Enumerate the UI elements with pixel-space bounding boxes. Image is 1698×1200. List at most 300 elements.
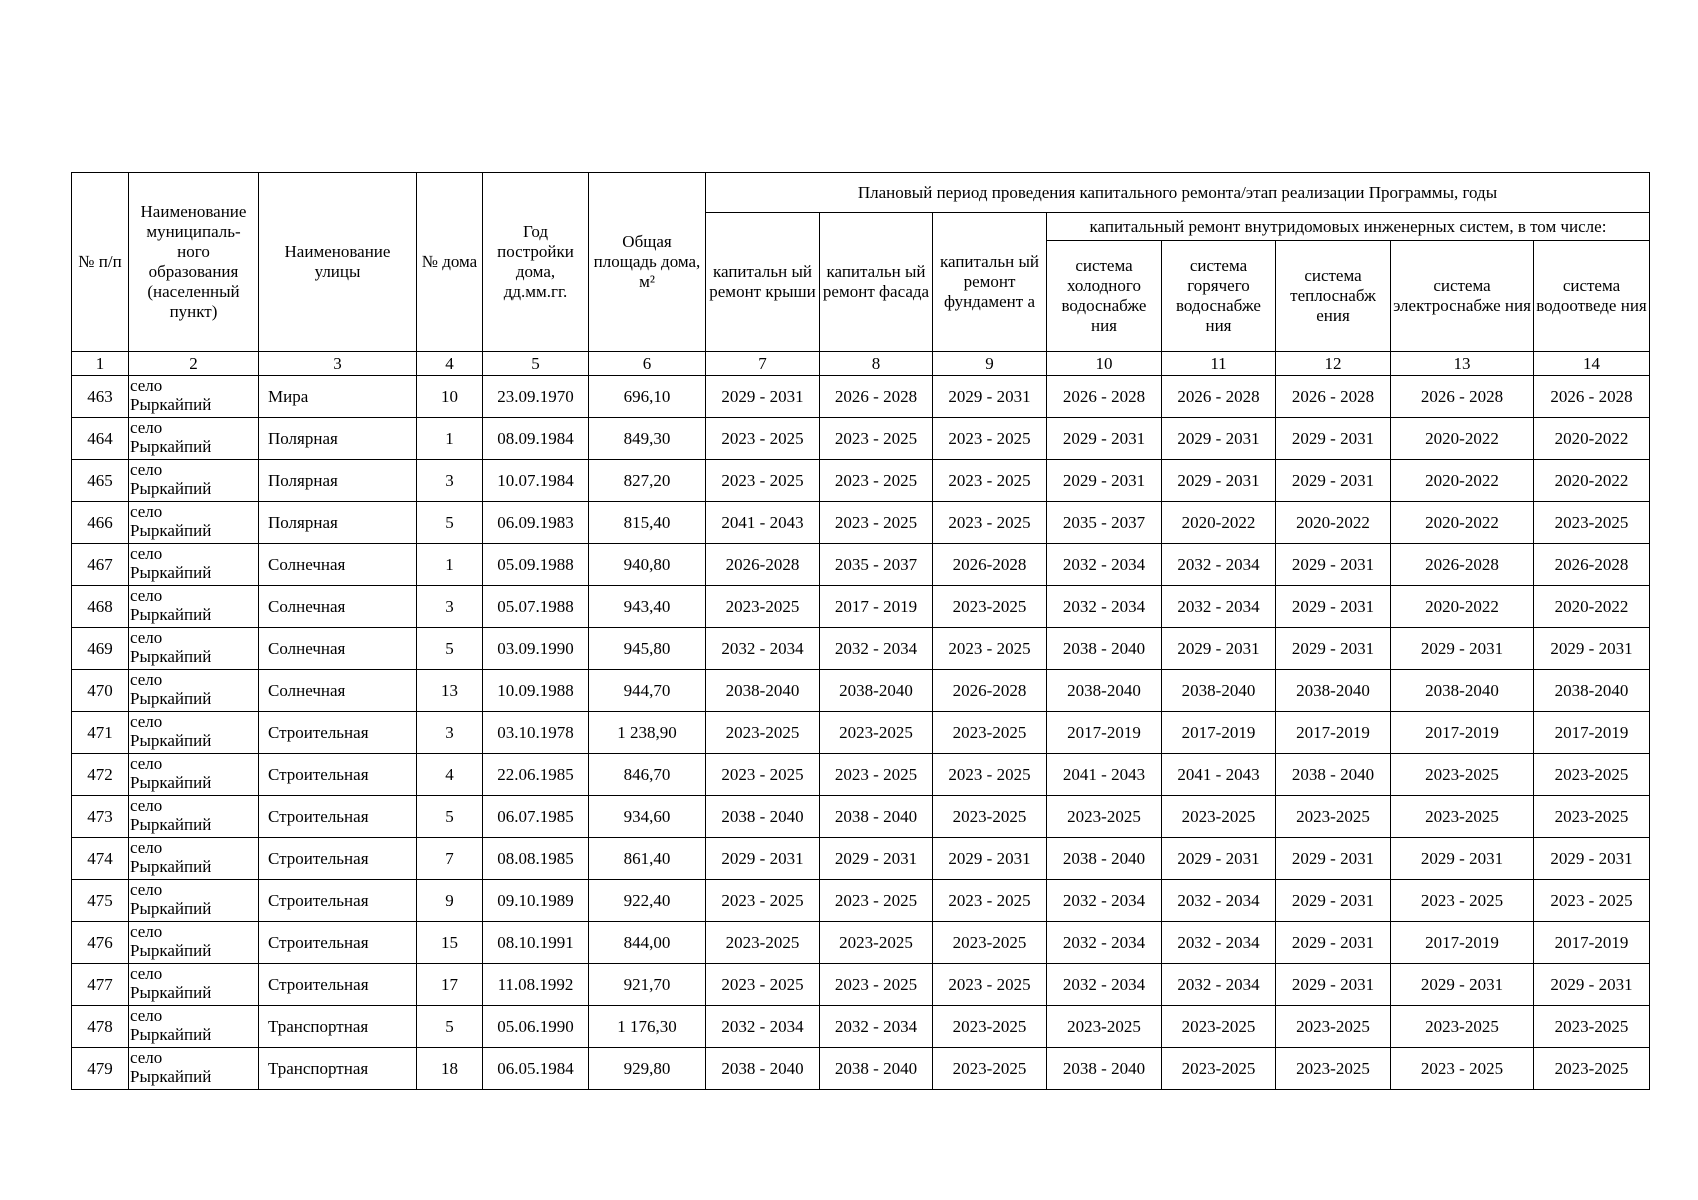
cell-settlement [129,838,259,880]
cell-house-number: 9 [417,880,483,922]
settlement-type: село [130,502,163,521]
cell-electric: 2020-2022 [1391,502,1534,544]
header-planned-period: Плановый период проведения капитального ремонта/этап реализации Программы, годы [706,173,1650,213]
table-row [72,922,1650,964]
header-heating: система теплоснабж ения [1276,241,1391,352]
cell-electric: 2020-2022 [1391,586,1534,628]
cell-hot-water: 2023-2025 [1162,796,1276,838]
cell-heating: 2023-2025 [1276,1048,1391,1090]
cell-foundation-repair: 2023 - 2025 [933,418,1047,460]
cell-drainage: 2026 - 2028 [1534,376,1650,418]
cell-facade-repair: 2038 - 2040 [820,796,933,838]
cell-total-area: 815,40 [589,502,706,544]
cell-drainage: 2017-2019 [1534,712,1650,754]
cell-street: Строительная [259,796,417,838]
cell-cold-water: 2038 - 2040 [1047,1048,1162,1090]
table-row [72,376,1650,418]
cell-drainage: 2029 - 2031 [1534,838,1650,880]
settlement-name: Рыркайпий [130,605,212,624]
settlement-name: Рыркайпий [130,1025,212,1044]
settlement-type: село [130,922,163,941]
cell-foundation-repair: 2029 - 2031 [933,376,1047,418]
cell-electric: 2023-2025 [1391,1006,1534,1048]
cell-build-year: 03.09.1990 [483,628,589,670]
cell-roof-repair: 2026-2028 [706,544,820,586]
cell-facade-repair: 2032 - 2034 [820,628,933,670]
settlement-name: Рыркайпий [130,521,212,540]
cell-number: 467 [72,544,129,586]
settlement-type: село [130,1048,163,1067]
cell-electric: 2023-2025 [1391,754,1534,796]
cell-total-area: 922,40 [589,880,706,922]
cell-house-number: 1 [417,544,483,586]
column-number: 14 [1534,352,1650,376]
table-row [72,544,1650,586]
cell-house-number: 10 [417,376,483,418]
settlement-type: село [130,670,163,689]
cell-build-year: 05.06.1990 [483,1006,589,1048]
cell-drainage: 2023 - 2025 [1534,880,1650,922]
cell-drainage: 2023-2025 [1534,754,1650,796]
header-engineering-systems: капитальный ремонт внутридомовых инженерных систем, в том числе: [1047,213,1650,241]
cell-number: 466 [72,502,129,544]
cell-number: 465 [72,460,129,502]
cell-street: Строительная [259,922,417,964]
cell-build-year: 08.09.1984 [483,418,589,460]
cell-heating: 2029 - 2031 [1276,460,1391,502]
cell-drainage: 2017-2019 [1534,922,1650,964]
table-row [72,670,1650,712]
cell-electric: 2038-2040 [1391,670,1534,712]
cell-roof-repair: 2038 - 2040 [706,1048,820,1090]
cell-foundation-repair: 2023-2025 [933,796,1047,838]
settlement-type: село [130,376,163,395]
cell-heating: 2029 - 2031 [1276,544,1391,586]
cell-cold-water: 2038 - 2040 [1047,838,1162,880]
header-hot-water: система горячего водоснабже ния [1162,241,1276,352]
cell-build-year: 11.08.1992 [483,964,589,1006]
column-number: 7 [706,352,820,376]
table-row [72,460,1650,502]
cell-hot-water: 2029 - 2031 [1162,418,1276,460]
cell-house-number: 3 [417,586,483,628]
cell-cold-water: 2023-2025 [1047,796,1162,838]
table-row [72,838,1650,880]
cell-build-year: 06.05.1984 [483,1048,589,1090]
cell-foundation-repair: 2026-2028 [933,544,1047,586]
cell-roof-repair: 2023 - 2025 [706,964,820,1006]
cell-heating: 2020-2022 [1276,502,1391,544]
cell-settlement [129,544,259,586]
cell-street: Строительная [259,880,417,922]
cell-cold-water: 2032 - 2034 [1047,586,1162,628]
settlement-name: Рыркайпий [130,689,212,708]
cell-settlement [129,376,259,418]
cell-foundation-repair: 2023-2025 [933,586,1047,628]
cell-roof-repair: 2032 - 2034 [706,1006,820,1048]
cell-drainage: 2020-2022 [1534,586,1650,628]
cell-build-year: 10.07.1984 [483,460,589,502]
cell-heating: 2029 - 2031 [1276,586,1391,628]
cell-foundation-repair: 2023 - 2025 [933,460,1047,502]
cell-heating: 2023-2025 [1276,1006,1391,1048]
cell-cold-water: 2032 - 2034 [1047,964,1162,1006]
cell-foundation-repair: 2023 - 2025 [933,964,1047,1006]
cell-total-area: 944,70 [589,670,706,712]
cell-number: 470 [72,670,129,712]
cell-electric: 2026-2028 [1391,544,1534,586]
cell-hot-water: 2023-2025 [1162,1006,1276,1048]
cell-total-area: 849,30 [589,418,706,460]
settlement-name: Рыркайпий [130,773,212,792]
cell-house-number: 5 [417,1006,483,1048]
cell-heating: 2023-2025 [1276,796,1391,838]
cell-foundation-repair: 2023-2025 [933,922,1047,964]
table-row [72,586,1650,628]
cell-house-number: 1 [417,418,483,460]
column-number-row [72,352,1650,376]
cell-street: Строительная [259,964,417,1006]
cell-facade-repair: 2023 - 2025 [820,502,933,544]
table-row [72,796,1650,838]
cell-facade-repair: 2038 - 2040 [820,1048,933,1090]
cell-number: 469 [72,628,129,670]
cell-house-number: 18 [417,1048,483,1090]
cell-heating: 2029 - 2031 [1276,628,1391,670]
cell-foundation-repair: 2023 - 2025 [933,880,1047,922]
cell-number: 464 [72,418,129,460]
cell-settlement [129,964,259,1006]
cell-house-number: 13 [417,670,483,712]
settlement-name: Рыркайпий [130,857,212,876]
cell-hot-water: 2038-2040 [1162,670,1276,712]
cell-street: Полярная [259,460,417,502]
column-number: 2 [129,352,259,376]
cell-hot-water: 2023-2025 [1162,1048,1276,1090]
cell-cold-water: 2029 - 2031 [1047,460,1162,502]
cell-number: 463 [72,376,129,418]
cell-total-area: 940,80 [589,544,706,586]
header-build-year: Год постройки дома, дд.мм.гг. [483,173,589,352]
header-drainage: система водоотведе ния [1534,241,1650,352]
cell-total-area: 861,40 [589,838,706,880]
cell-number: 477 [72,964,129,1006]
cell-total-area: 921,70 [589,964,706,1006]
cell-electric: 2017-2019 [1391,922,1534,964]
cell-drainage: 2020-2022 [1534,460,1650,502]
cell-roof-repair: 2023 - 2025 [706,460,820,502]
settlement-name: Рыркайпий [130,941,212,960]
cell-settlement [129,418,259,460]
cell-settlement [129,712,259,754]
cell-total-area: 696,10 [589,376,706,418]
cell-roof-repair: 2041 - 2043 [706,502,820,544]
cell-electric: 2029 - 2031 [1391,838,1534,880]
cell-build-year: 05.07.1988 [483,586,589,628]
cell-drainage: 2023-2025 [1534,796,1650,838]
cell-hot-water: 2032 - 2034 [1162,586,1276,628]
table-row [72,1048,1650,1090]
cell-settlement [129,754,259,796]
cell-electric: 2023-2025 [1391,796,1534,838]
cell-roof-repair: 2029 - 2031 [706,376,820,418]
table-row [72,880,1650,922]
cell-settlement [129,670,259,712]
cell-cold-water: 2026 - 2028 [1047,376,1162,418]
cell-house-number: 3 [417,712,483,754]
cell-settlement [129,460,259,502]
table-row [72,1006,1650,1048]
cell-roof-repair: 2023-2025 [706,586,820,628]
cell-settlement [129,922,259,964]
column-number: 13 [1391,352,1534,376]
cell-electric: 2020-2022 [1391,418,1534,460]
cell-number: 479 [72,1048,129,1090]
cell-street: Солнечная [259,670,417,712]
header-roof: капитальн ый ремонт крыши [706,213,820,352]
cell-total-area: 827,20 [589,460,706,502]
cell-total-area: 844,00 [589,922,706,964]
cell-hot-water: 2032 - 2034 [1162,880,1276,922]
cell-roof-repair: 2023 - 2025 [706,418,820,460]
cell-hot-water: 2026 - 2028 [1162,376,1276,418]
cell-drainage: 2029 - 2031 [1534,964,1650,1006]
cell-hot-water: 2017-2019 [1162,712,1276,754]
cell-heating: 2029 - 2031 [1276,838,1391,880]
header-cold-water: система холодного водоснабже ния [1047,241,1162,352]
cell-electric: 2029 - 2031 [1391,964,1534,1006]
cell-cold-water: 2032 - 2034 [1047,922,1162,964]
cell-heating: 2029 - 2031 [1276,922,1391,964]
settlement-type: село [130,418,163,437]
cell-roof-repair: 2023 - 2025 [706,754,820,796]
cell-facade-repair: 2023 - 2025 [820,754,933,796]
cell-settlement [129,1048,259,1090]
header-house-number: № дома [417,173,483,352]
cell-hot-water: 2041 - 2043 [1162,754,1276,796]
table-row [72,712,1650,754]
cell-house-number: 7 [417,838,483,880]
cell-hot-water: 2032 - 2034 [1162,544,1276,586]
cell-cold-water: 2038 - 2040 [1047,628,1162,670]
cell-cold-water: 2029 - 2031 [1047,418,1162,460]
cell-foundation-repair: 2023-2025 [933,1006,1047,1048]
cell-build-year: 05.09.1988 [483,544,589,586]
cell-number: 476 [72,922,129,964]
cell-street: Полярная [259,418,417,460]
cell-house-number: 15 [417,922,483,964]
header-number: № п/п [72,173,129,352]
cell-build-year: 06.07.1985 [483,796,589,838]
cell-cold-water: 2023-2025 [1047,1006,1162,1048]
cell-heating: 2029 - 2031 [1276,964,1391,1006]
cell-foundation-repair: 2023 - 2025 [933,628,1047,670]
settlement-name: Рыркайпий [130,731,212,750]
cell-street: Строительная [259,838,417,880]
cell-number: 471 [72,712,129,754]
cell-drainage: 2029 - 2031 [1534,628,1650,670]
cell-total-area: 846,70 [589,754,706,796]
settlement-name: Рыркайпий [130,1067,212,1086]
cell-house-number: 17 [417,964,483,1006]
header-municipality: Наименование муниципаль-ного образования (населенный пункт) [129,173,259,352]
settlement-name: Рыркайпий [130,983,212,1002]
settlement-name: Рыркайпий [130,899,212,918]
cell-hot-water: 2020-2022 [1162,502,1276,544]
cell-street: Мира [259,376,417,418]
cell-facade-repair: 2017 - 2019 [820,586,933,628]
cell-hot-water: 2032 - 2034 [1162,964,1276,1006]
table-row [72,502,1650,544]
settlement-name: Рыркайпий [130,563,212,582]
cell-electric: 2017-2019 [1391,712,1534,754]
settlement-name: Рыркайпий [130,479,212,498]
settlement-name: Рыркайпий [130,437,212,456]
header-facade: капитальн ый ремонт фасада [820,213,933,352]
cell-house-number: 5 [417,796,483,838]
cell-number: 475 [72,880,129,922]
cell-foundation-repair: 2026-2028 [933,670,1047,712]
cell-hot-water: 2029 - 2031 [1162,838,1276,880]
cell-roof-repair: 2023 - 2025 [706,880,820,922]
cell-cold-water: 2038-2040 [1047,670,1162,712]
cell-settlement [129,880,259,922]
cell-house-number: 5 [417,628,483,670]
capital-repair-table [71,172,1650,1090]
cell-roof-repair: 2032 - 2034 [706,628,820,670]
cell-street: Строительная [259,712,417,754]
cell-total-area: 934,60 [589,796,706,838]
table-row [72,754,1650,796]
column-number: 5 [483,352,589,376]
cell-total-area: 943,40 [589,586,706,628]
table-row [72,964,1650,1006]
column-number: 12 [1276,352,1391,376]
cell-heating: 2038-2040 [1276,670,1391,712]
cell-heating: 2038 - 2040 [1276,754,1391,796]
cell-facade-repair: 2035 - 2037 [820,544,933,586]
cell-drainage: 2023-2025 [1534,502,1650,544]
cell-roof-repair: 2038-2040 [706,670,820,712]
settlement-type: село [130,544,163,563]
cell-drainage: 2023-2025 [1534,1006,1650,1048]
cell-number: 468 [72,586,129,628]
cell-foundation-repair: 2023-2025 [933,712,1047,754]
cell-build-year: 23.09.1970 [483,376,589,418]
cell-build-year: 10.09.1988 [483,670,589,712]
cell-facade-repair: 2023 - 2025 [820,964,933,1006]
cell-facade-repair: 2023 - 2025 [820,880,933,922]
cell-total-area: 1 238,90 [589,712,706,754]
cell-roof-repair: 2023-2025 [706,922,820,964]
cell-number: 474 [72,838,129,880]
cell-settlement [129,1006,259,1048]
settlement-name: Рыркайпий [130,815,212,834]
cell-build-year: 22.06.1985 [483,754,589,796]
cell-settlement [129,586,259,628]
cell-street: Полярная [259,502,417,544]
cell-house-number: 5 [417,502,483,544]
cell-facade-repair: 2029 - 2031 [820,838,933,880]
table-row [72,418,1650,460]
cell-drainage: 2020-2022 [1534,418,1650,460]
cell-facade-repair: 2023 - 2025 [820,460,933,502]
cell-number: 472 [72,754,129,796]
cell-street: Транспортная [259,1048,417,1090]
cell-street: Солнечная [259,544,417,586]
cell-roof-repair: 2023-2025 [706,712,820,754]
cell-roof-repair: 2029 - 2031 [706,838,820,880]
cell-cold-water: 2032 - 2034 [1047,544,1162,586]
cell-facade-repair: 2023-2025 [820,712,933,754]
cell-house-number: 3 [417,460,483,502]
cell-build-year: 09.10.1989 [483,880,589,922]
cell-drainage: 2038-2040 [1534,670,1650,712]
settlement-type: село [130,754,163,773]
cell-foundation-repair: 2023 - 2025 [933,754,1047,796]
column-number: 8 [820,352,933,376]
cell-drainage: 2026-2028 [1534,544,1650,586]
settlement-type: село [130,880,163,899]
settlement-type: село [130,1006,163,1025]
settlement-name: Рыркайпий [130,647,212,666]
cell-total-area: 929,80 [589,1048,706,1090]
cell-roof-repair: 2038 - 2040 [706,796,820,838]
cell-number: 478 [72,1006,129,1048]
cell-street: Транспортная [259,1006,417,1048]
header-foundation: капитальн ый ремонт фундамент а [933,213,1047,352]
cell-cold-water: 2032 - 2034 [1047,880,1162,922]
cell-foundation-repair: 2029 - 2031 [933,838,1047,880]
column-number: 10 [1047,352,1162,376]
header-street: Наименование улицы [259,173,417,352]
cell-hot-water: 2029 - 2031 [1162,460,1276,502]
settlement-type: село [130,628,163,647]
cell-street: Солнечная [259,628,417,670]
column-number: 9 [933,352,1047,376]
cell-heating: 2017-2019 [1276,712,1391,754]
cell-facade-repair: 2038-2040 [820,670,933,712]
cell-heating: 2026 - 2028 [1276,376,1391,418]
cell-build-year: 03.10.1978 [483,712,589,754]
column-number: 4 [417,352,483,376]
cell-electric: 2020-2022 [1391,460,1534,502]
cell-number: 473 [72,796,129,838]
column-number: 6 [589,352,706,376]
cell-drainage: 2023-2025 [1534,1048,1650,1090]
table-row [72,628,1650,670]
settlement-type: село [130,586,163,605]
settlement-type: село [130,796,163,815]
cell-foundation-repair: 2023 - 2025 [933,502,1047,544]
cell-hot-water: 2029 - 2031 [1162,628,1276,670]
header-total-area: Общая площадь дома, м² [589,173,706,352]
cell-electric: 2029 - 2031 [1391,628,1534,670]
cell-cold-water: 2017-2019 [1047,712,1162,754]
cell-facade-repair: 2032 - 2034 [820,1006,933,1048]
cell-cold-water: 2035 - 2037 [1047,502,1162,544]
cell-house-number: 4 [417,754,483,796]
cell-settlement [129,502,259,544]
column-number: 1 [72,352,129,376]
cell-street: Солнечная [259,586,417,628]
settlement-type: село [130,964,163,983]
cell-facade-repair: 2023-2025 [820,922,933,964]
cell-facade-repair: 2023 - 2025 [820,418,933,460]
cell-build-year: 08.10.1991 [483,922,589,964]
cell-electric: 2023 - 2025 [1391,1048,1534,1090]
cell-settlement [129,628,259,670]
